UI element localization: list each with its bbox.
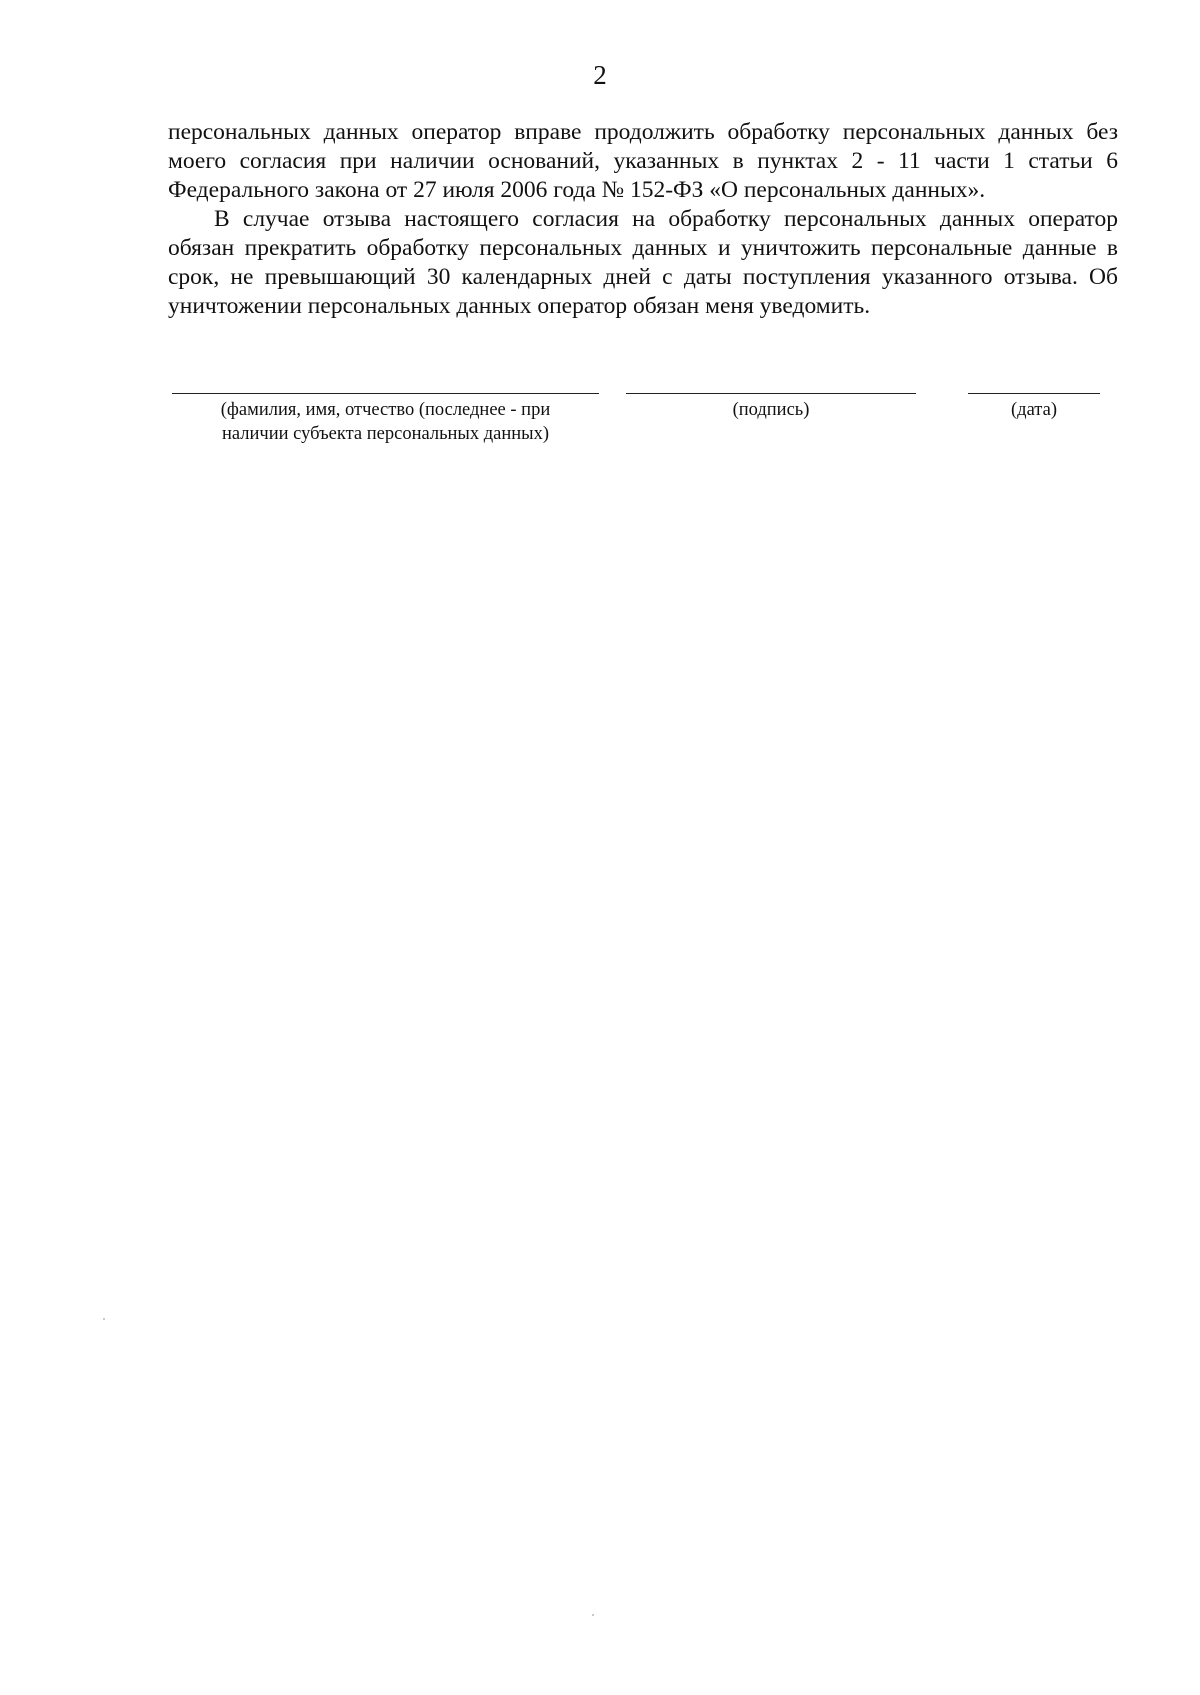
paragraph-continuation: персональных данных оператор вправе продолжить обработку персональных данных без моего согласия при наличии оснований, указанных в пунктах 2 - 11 части 1 статьи 6 Федерального закона от 27 июля 2006 года № 152-ФЗ «О персональных данных». bbox=[168, 119, 1118, 203]
name-caption-line-2: наличии субъекта персональных данных) bbox=[222, 424, 549, 444]
document-body bbox=[168, 118, 1118, 321]
name-signature-line bbox=[172, 393, 599, 394]
page-number: 2 bbox=[593, 60, 607, 90]
paragraph-withdrawal: В случае отзыва настоящего согласия на обработку персональных данных оператор обязан прекратить обработку персональных данных и уничтожить персональные данные в срок, не превышающий 30 календарных дней с даты поступления указанного отзыва. Об уничтожении персональных данных оператор обязан меня уведомить. bbox=[168, 206, 1118, 319]
name-caption-line-1: (фамилия, имя, отчество (последнее - при bbox=[220, 400, 551, 420]
date-signature-line bbox=[968, 393, 1100, 394]
signature-caption: (подпись) bbox=[732, 400, 810, 420]
scan-speck bbox=[103, 1318, 105, 1320]
scan-speck bbox=[592, 1614, 594, 1616]
signature-line bbox=[626, 393, 916, 394]
date-caption: (дата) bbox=[1011, 400, 1057, 420]
name-caption bbox=[172, 398, 599, 446]
